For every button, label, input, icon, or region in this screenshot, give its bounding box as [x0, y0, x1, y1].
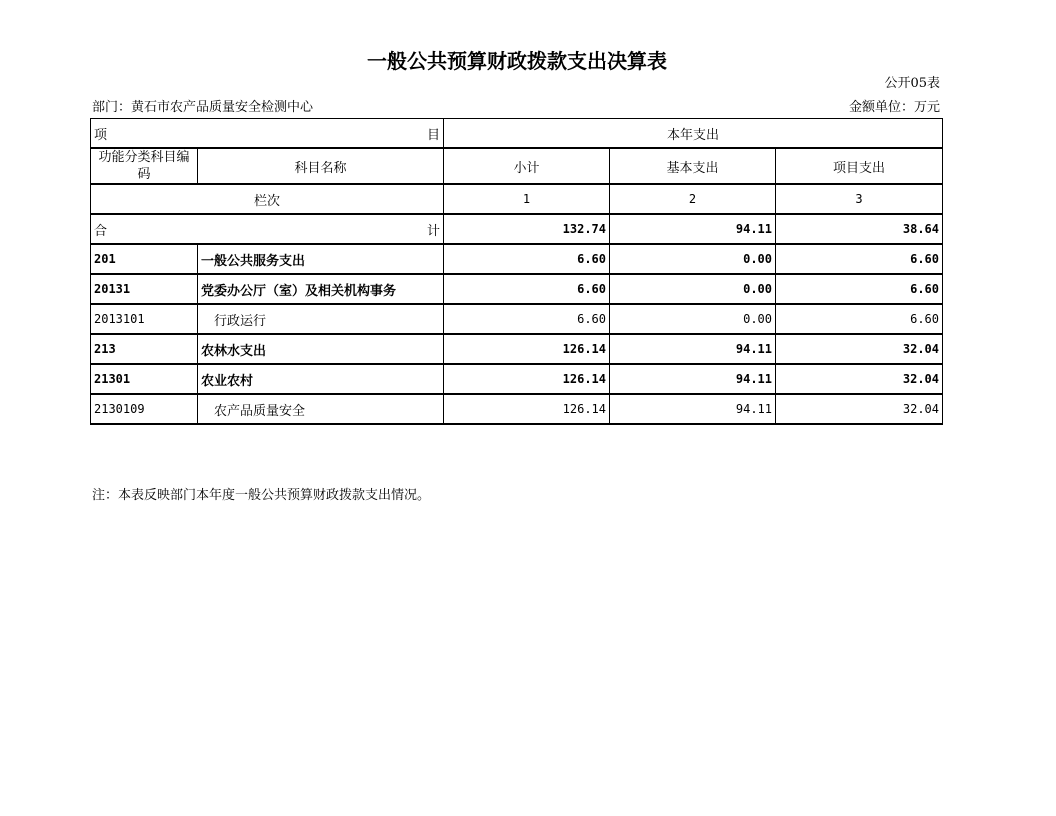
row-subtotal: 6.60: [444, 304, 610, 334]
row-subtotal: 6.60: [444, 244, 610, 274]
header-row-item: [91, 119, 943, 149]
row-basic: 0.00: [610, 244, 776, 274]
row-name: 一般公共服务支出: [198, 244, 444, 274]
row-name: 党委办公厅（室）及相关机构事务: [198, 274, 444, 304]
row-name: 农产品质量安全: [198, 394, 444, 424]
column-index-1: 1: [444, 184, 610, 214]
page-title: 一般公共预算财政拨款支出决算表: [367, 49, 667, 73]
row-name: 行政运行: [198, 304, 444, 334]
header-item-cell: [91, 119, 444, 149]
header-row-column-index: [91, 184, 943, 214]
table-note: 注：本表反映部门本年度一般公共预算财政拨款支出情况。: [92, 488, 431, 503]
column-index-3: 3: [776, 184, 943, 214]
form-number: 公开05表: [884, 76, 940, 91]
table-row: [91, 364, 943, 394]
header-subtotal: 小计: [444, 148, 610, 184]
row-code: 21301: [91, 364, 198, 394]
table-row: [91, 274, 943, 304]
header-annual-expenditure: 本年支出: [444, 119, 943, 149]
expenditure-table: [90, 118, 943, 425]
row-basic: 94.11: [610, 364, 776, 394]
header-row-columns: [91, 148, 943, 184]
row-code: 20131: [91, 274, 198, 304]
department-label: 部门：黄石市农产品质量安全检测中心: [92, 100, 314, 115]
amount-unit-label: 金额单位：万元: [848, 100, 940, 115]
total-label-left: 合: [94, 223, 108, 239]
row-basic: 0.00: [610, 304, 776, 334]
table-row: [91, 334, 943, 364]
total-label-cell: [91, 214, 444, 244]
row-subtotal: 126.14: [444, 394, 610, 424]
row-name: 农林水支出: [198, 334, 444, 364]
total-project: 38.64: [776, 214, 943, 244]
row-project: 6.60: [776, 274, 943, 304]
row-project: 6.60: [776, 244, 943, 274]
row-project: 32.04: [776, 364, 943, 394]
table-row: [91, 394, 943, 424]
row-basic: 94.11: [610, 394, 776, 424]
total-label-right: 计: [426, 223, 440, 239]
row-subtotal: 6.60: [444, 274, 610, 304]
row-basic: 0.00: [610, 274, 776, 304]
row-project: 32.04: [776, 394, 943, 424]
row-project: 32.04: [776, 334, 943, 364]
total-subtotal: 132.74: [444, 214, 610, 244]
row-name: 农业农村: [198, 364, 444, 394]
row-subtotal: 126.14: [444, 364, 610, 394]
table-row: [91, 304, 943, 334]
header-item-right: 目: [426, 127, 440, 143]
row-subtotal: 126.14: [444, 334, 610, 364]
row-basic: 94.11: [610, 334, 776, 364]
header-code: 功能分类科目编码: [91, 148, 198, 184]
column-index-label: 栏次: [91, 184, 444, 214]
row-code: 201: [91, 244, 198, 274]
header-basic: 基本支出: [610, 148, 776, 184]
row-project: 6.60: [776, 304, 943, 334]
table-row: [91, 244, 943, 274]
header-item-left: 项: [94, 127, 108, 143]
column-index-2: 2: [610, 184, 776, 214]
total-row: [91, 214, 943, 244]
header-name: 科目名称: [198, 148, 444, 184]
row-code: 213: [91, 334, 198, 364]
row-code: 2130109: [91, 394, 198, 424]
header-project: 项目支出: [776, 148, 943, 184]
row-code: 2013101: [91, 304, 198, 334]
total-basic: 94.11: [610, 214, 776, 244]
